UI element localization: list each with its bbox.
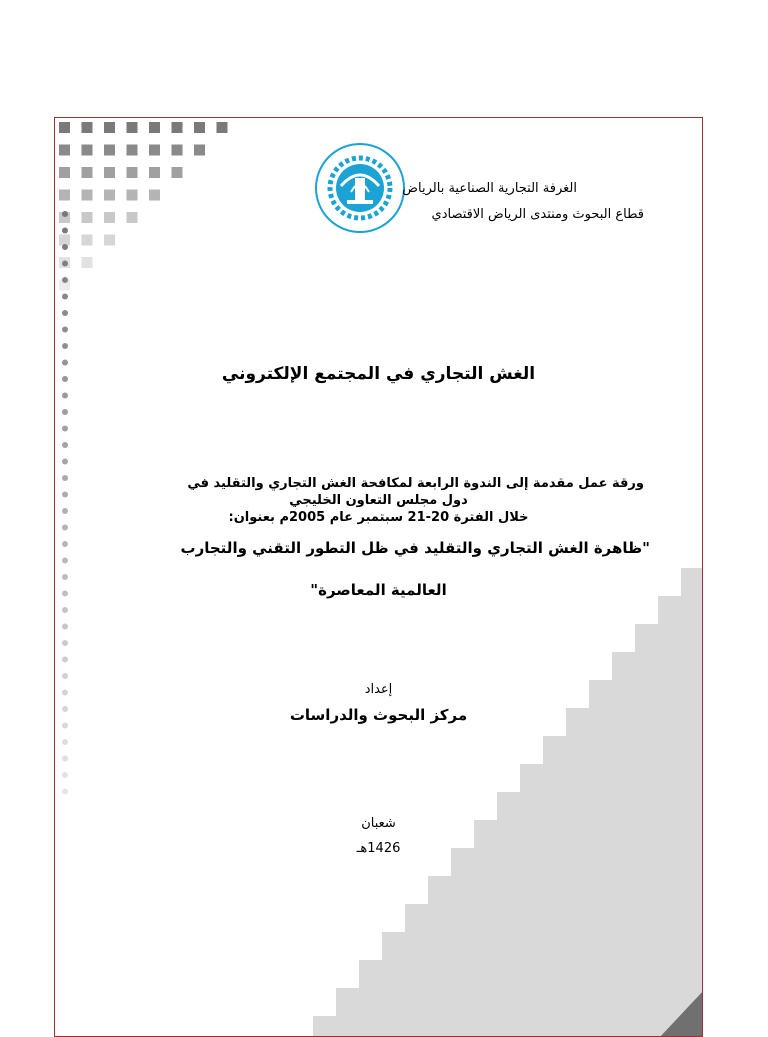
pattern-dot — [62, 789, 68, 795]
paper-title-line-2: العالمية المعاصرة" — [310, 581, 447, 599]
pattern-dot — [62, 343, 68, 349]
paper-title-line-1: "ظاهرة الغش التجاري والتقليد في ظل التطور التقني والتجارب — [180, 539, 650, 557]
pattern-dot — [62, 277, 68, 283]
pattern-square — [149, 167, 160, 178]
pattern-dot — [62, 673, 68, 679]
pattern-dot — [62, 294, 68, 300]
pattern-square — [59, 235, 70, 246]
pattern-dot — [62, 525, 68, 531]
pattern-dot — [62, 772, 68, 778]
organization-name: الغرفة التجارية الصناعية بالرياض — [402, 181, 577, 196]
pattern-square — [194, 122, 205, 133]
pattern-square — [104, 212, 115, 223]
date-month: شعبان — [361, 816, 396, 831]
pattern-square — [104, 167, 115, 178]
pattern-dot — [62, 261, 68, 267]
pattern-square — [82, 257, 93, 268]
pattern-square — [82, 145, 93, 156]
pattern-dot — [62, 327, 68, 333]
pattern-dot — [62, 574, 68, 580]
pattern-dot — [62, 739, 68, 745]
chamber-logo — [311, 142, 409, 234]
prepared-label: إعداد — [364, 682, 393, 697]
pattern-dot — [62, 640, 68, 646]
pattern-dot — [62, 244, 68, 250]
pattern-square — [172, 167, 183, 178]
intro-line-3: خلال الفترة 20-21 سبتمبر عام 2005م بعنوان: — [228, 510, 529, 525]
pattern-square — [104, 145, 115, 156]
pattern-square — [127, 190, 138, 201]
pattern-dot — [62, 541, 68, 547]
pattern-dot — [62, 657, 68, 663]
pattern-square — [172, 145, 183, 156]
pattern-dot — [62, 211, 68, 217]
staircase-shape — [313, 568, 703, 1037]
pattern-square — [172, 122, 183, 133]
intro-line-2: دول مجلس التعاون الخليجي — [289, 493, 468, 508]
date-year: 1426هـ — [356, 841, 401, 856]
pattern-square — [59, 122, 70, 133]
pattern-square — [149, 145, 160, 156]
organization-sector: قطاع البحوث ومنتدى الرياض الاقتصادي — [431, 207, 644, 222]
pattern-dot — [62, 475, 68, 481]
pattern-square — [127, 212, 138, 223]
pattern-square — [149, 122, 160, 133]
pattern-square — [194, 145, 205, 156]
intro-line-1: ورقة عمل مقدمة إلى الندوة الرابعة لمكافحة الغش التجاري والتقليد في — [187, 476, 644, 491]
pattern-square — [127, 167, 138, 178]
pattern-dot — [62, 624, 68, 630]
pattern-square — [59, 167, 70, 178]
page-frame — [54, 117, 703, 1037]
pattern-dot — [62, 310, 68, 316]
pattern-dot — [62, 558, 68, 564]
pattern-square — [82, 212, 93, 223]
prepared-by: مركز البحوث والدراسات — [289, 706, 468, 724]
decorative-pattern — [55, 118, 703, 1037]
pattern-square — [82, 190, 93, 201]
pattern-square — [82, 235, 93, 246]
pattern-square — [104, 190, 115, 201]
pattern-dot — [62, 607, 68, 613]
pattern-dot — [62, 393, 68, 399]
pattern-dot — [62, 409, 68, 415]
document-title: الغش التجاري في المجتمع الإلكتروني — [221, 364, 536, 384]
pattern-dot — [62, 756, 68, 762]
pattern-dot — [62, 426, 68, 432]
pattern-square — [127, 122, 138, 133]
pattern-square — [127, 145, 138, 156]
pattern-dot — [62, 459, 68, 465]
pattern-square — [82, 167, 93, 178]
pattern-square — [149, 190, 160, 201]
pattern-square — [217, 122, 228, 133]
pattern-square — [59, 145, 70, 156]
pattern-square — [59, 190, 70, 201]
pattern-dot — [62, 228, 68, 234]
pattern-square — [104, 235, 115, 246]
pattern-square — [82, 122, 93, 133]
pattern-square — [104, 122, 115, 133]
pattern-dot — [62, 442, 68, 448]
